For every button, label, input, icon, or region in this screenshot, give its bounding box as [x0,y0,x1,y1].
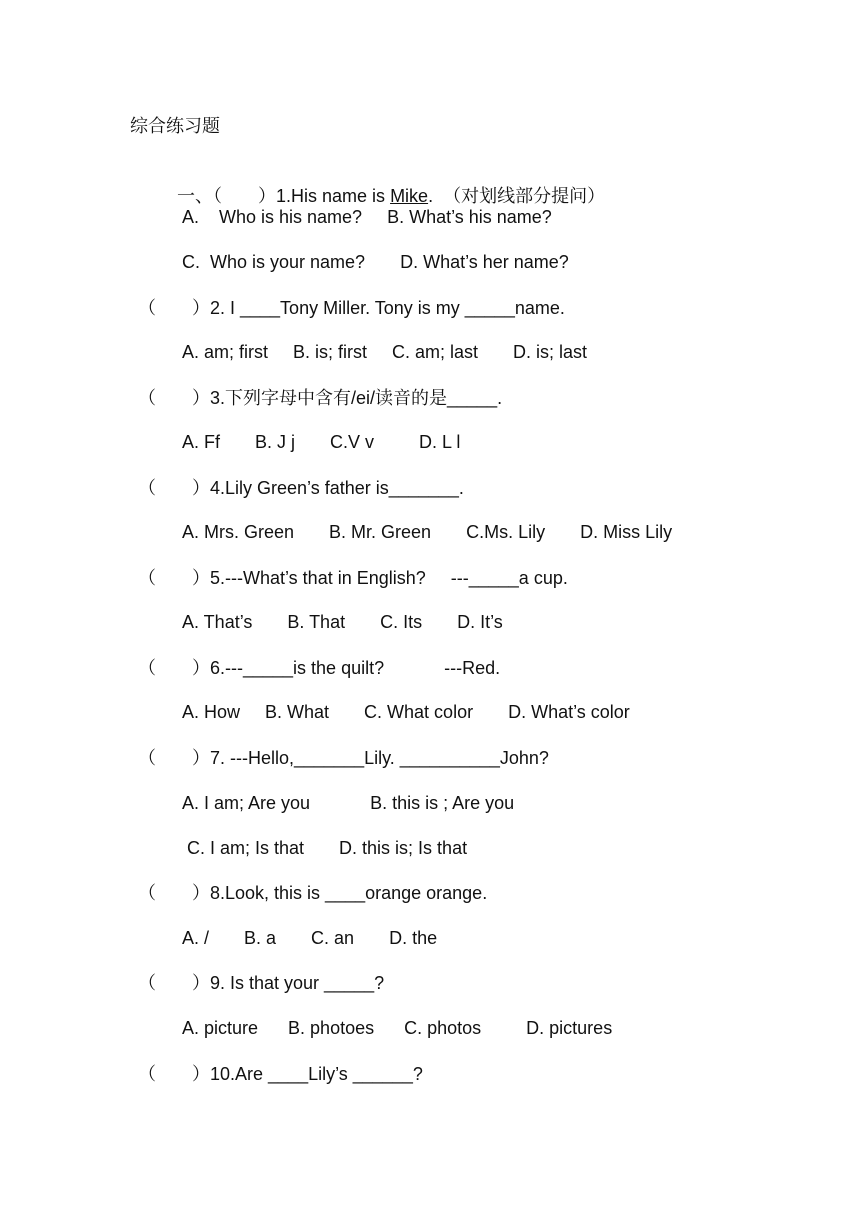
question-4-stem: （ ）4.Lily Green’s father is_______. [138,478,464,498]
question-5-stem: （ ）5.---What’s that in English? ---_____a cup. [138,568,568,588]
question-7-options-row-1: A. I am; Are you B. this is ; Are you [182,793,515,813]
question-9-options: A. picture B. photoes C. photos D. pictures [182,1018,613,1038]
question-2-options: A. am; first B. is; first C. am; last D. is; last [182,342,588,362]
question-1-options-row-2: C. Who is your name? D. What’s her name? [182,252,569,272]
question-8-options: A. / B. a C. an D. the [182,928,438,948]
question-8-stem: （ ）8.Look, this is ____orange orange. [138,883,488,903]
question-6-stem: （ ）6.---_____is the quilt? ---Red. [138,658,501,678]
question-2-stem: （ ）2. I ____Tony Miller. Tony is my _____name. [138,298,565,318]
question-4-options: A. Mrs. Green B. Mr. Green C.Ms. Lily D. Miss Lily [182,522,673,542]
question-5-options: A. That’s B. That C. Its D. It’s [182,612,503,632]
page-title: 综合练习题 [130,116,220,137]
question-1-underlined-word: Mike [390,186,429,206]
question-1-options-row-1: A. Who is his name? B. What’s his name? [182,207,552,227]
question-7-stem: （ ）7. ---Hello,_______Lily. __________John? [138,748,549,768]
question-1-suffix: . （对划线部分提问） [428,186,606,206]
question-9-stem: （ ）9. Is that your _____? [138,973,385,993]
question-3-options: A. Ff B. J j C.V v D. L l [182,432,461,452]
question-7-options-row-2: C. I am; Is that D. this is; Is that [182,838,468,858]
question-10-stem: （ ）10.Are ____Lily’s ______? [138,1064,423,1084]
question-6-options: A. How B. What C. What color D. What’s color [182,702,630,722]
question-3-stem: （ ）3.下列字母中含有/ei/读音的是_____. [138,388,503,408]
question-1-prefix: 一、（ ）1.His name is [177,186,391,206]
